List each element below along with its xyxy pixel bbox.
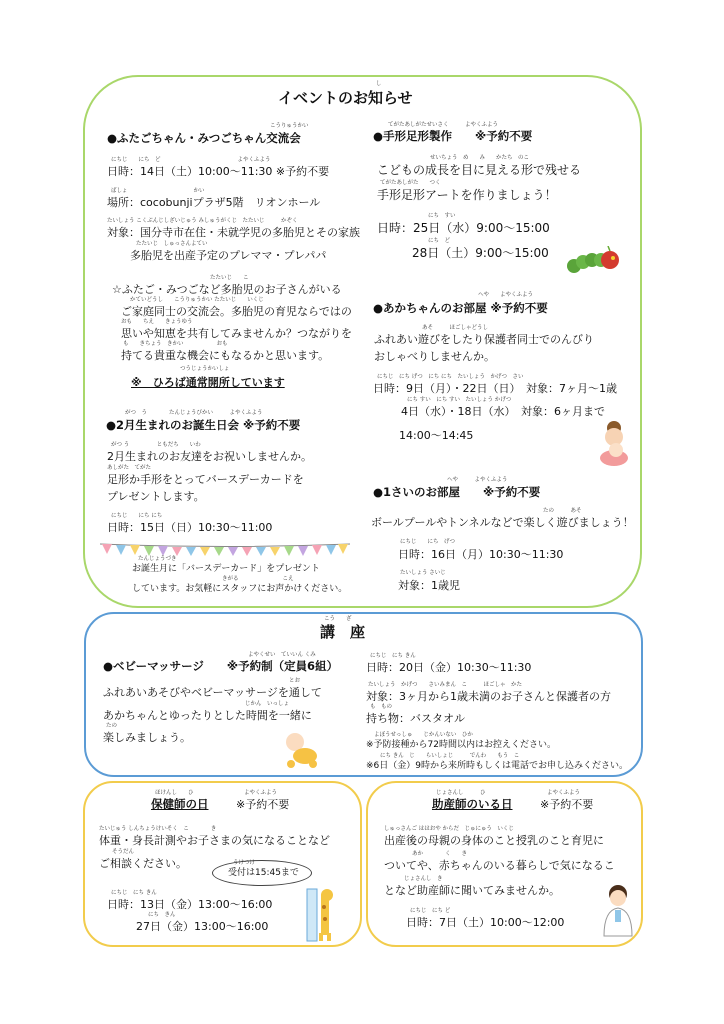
ruby: にちじ にち ど よやくふよう [111,157,271,163]
ruby: てがたあしがたせいさく よやくふよう [388,122,499,128]
ruby: へや よやくふよう [447,477,508,483]
birthday-note-1: お誕生月に「バースデーカード」をプレゼント [132,564,320,574]
ruby: たいしょう こくぶんじしざいじゅう みしゅうがくじ たたいじ かぞく [107,218,298,224]
massage-items: 持ち物：バスタオル [366,712,465,725]
ruby: にちじ にち にち [111,513,163,519]
health-date-2: 27日（金）13:00～16:00 [136,920,269,933]
twins-desc-3: 思いや知恵を共有してみませんか？つながりを [121,327,352,340]
birthday-desc-3: プレゼントします。 [107,490,205,503]
ruby: にちじ にち げつ にち にち たいしょう かげつ さい [377,374,524,380]
ruby: たいしょう かげつ さいみまん こ ほごしゃ かた [368,682,523,688]
ruby: きがる こえ [222,576,294,582]
ruby: ばしょ かい [111,188,205,194]
baby-room-date-1: 日時：9日（月）・22日（日） 対象：7ヶ月～1歳 [373,382,617,395]
ruby: にち きん じ らいしょじ でんわ もう こ [380,753,520,759]
handprint-heading: ●手形足形製作 ※予約不要 [373,129,533,143]
bunting-flags-decoration [100,542,350,556]
ruby: つうじょうかいしょ [180,366,230,372]
ruby: じかん いっしょ [245,701,290,707]
baby-room-desc-2: おしゃべりしませんか。 [374,350,495,363]
handprint-date-1: 日時：25日（水）9:00～15:00 [377,221,550,235]
midwife-illustration [598,884,638,938]
ruby: あしがた てがた [107,465,152,471]
ruby: おも ちえ きょうゆう [121,319,193,325]
birthday-heading: ●2月生まれのお誕生日会 ※予約不要 [106,418,301,432]
giraffe-height-chart-illustration [303,885,343,943]
health-desc-1: 体重・身長計測やお子さまの気になることなど [99,834,330,847]
handprint-desc-1: こどもの成長を目に見える形で残せる [377,163,582,177]
ruby: も もの [370,704,393,710]
midwife-desc-2: ついてや、赤ちゃんのいる暮らしで気になるこ [384,859,615,872]
ruby: たたいじ こ [210,275,249,281]
plaza-open-note: ※ ひろば通常開所しています [131,376,285,389]
ruby: たの [106,723,118,729]
ruby: じょさんし き [404,876,443,882]
massage-desc-1: ふれあいあそびやベビーマッサージを通して [103,686,322,699]
birthday-date: 日時：15日（日）10:30～11:00 [107,521,273,534]
baby-massage-heading: ●ベビーマッサージ ※予約制（定員6組） [103,659,339,673]
midwife-desc-3: となど助産師に聞いてみませんか。 [384,884,560,897]
baby-room-date-2: 4日（水）・18日（水） 対象：6ヶ月まで [401,405,605,418]
midwife-note: ※予約不要 [540,798,594,811]
ruby: かていどうし こうりゅうかい たたいじ いくじ [130,297,264,303]
ruby: にちじ にち ど [410,908,451,914]
twins-target: 対象：国分寺市在住・未就学児の多胎児とその家族 [107,226,360,239]
courses-title: 講 座 [320,623,366,641]
ruby: も きちょう きかい おも [123,341,228,347]
crawling-baby-illustration [281,730,321,770]
events-title: イベントのお知らせ [278,89,413,107]
massage-desc-2: あかちゃんとゆったりとした時間を一緒に [103,709,312,722]
twins-place: 場所：cocobunjiプラザ5階 リオンホール [107,196,321,209]
one-year-room-date: 日時：16日（月）10:30～11:30 [398,548,564,561]
midwife-title: 助産師のいる日 [432,797,513,811]
ruby: ほけんし ひ [155,790,194,796]
ruby: とお [289,678,301,684]
massage-desc-3: 楽しみましょう。 [103,731,191,744]
ruby: たたいじ しゅっさんよてい [136,241,208,247]
twins-desc-1: ☆ふたご・みつごなど多胎児のお子さんがいる [112,283,342,296]
ruby: がつ う たんじょうびかい よやくふよう [125,410,263,416]
ruby: よやくふよう [244,790,278,796]
ruby: こうりゅうかい [270,123,309,129]
ruby: よやくせい ていいん くみ [248,652,316,658]
ruby: せいちょう め み かたち のこ [430,155,530,161]
title-ruby: し [376,81,382,87]
health-desc-2: ご相談ください。 [99,857,187,870]
ruby: にちじ にち げつ [400,539,456,545]
midwife-date: 日時：7日（土）10:00～12:00 [406,916,565,929]
ruby: にち すい [428,213,456,219]
twins-target-2: 多胎児を出産予定のプレママ・プレパパ [130,249,327,262]
one-year-room-target: 対象：1歳児 [398,579,460,592]
ruby: よやくふよう [547,790,581,796]
ruby: あか く き [412,851,468,857]
ruby: がつ う ともだち いわ [111,442,201,448]
birthday-desc-1: 2月生まれのお友達をお祝いしませんか。 [107,450,312,463]
baby-room-heading: ●あかちゃんのお部屋 ※予約不要 [373,301,548,315]
one-year-room-heading: ●1さいのお部屋 ※予約不要 [373,485,541,499]
ruby: にちじ にち きん [111,890,157,896]
ruby: にち すい にち すい たいしょう かげつ [407,397,512,403]
health-date-1: 日時：13日（金）13:00～16:00 [107,898,273,911]
ruby: にち ど [428,238,451,244]
massage-date: 日時：20日（金）10:30～11:30 [366,661,532,674]
health-nurse-note: ※予約不要 [236,798,290,811]
birthday-desc-2: 足形か手形をとってバースデーカードを [107,473,304,486]
ruby: たの あそ [543,508,582,514]
birthday-note-2: しています。お気軽にスタッフにお声かけください。 [132,584,348,594]
ruby: へや よやくふよう [478,292,534,298]
massage-note-1: ※予防接種から72時間以内はお控えください。 [366,740,556,750]
baby-room-time: 14:00～14:45 [399,429,474,442]
handprint-date-2: 28日（土）9:00～15:00 [412,246,549,260]
reception-note: 受付は15:45まで [228,868,299,878]
twins-date: 日時：14日（土）10:00～11:30 ※予約不要 [107,165,330,178]
twins-event-heading: ●ふたごちゃん・みつごちゃん交流会 [107,131,301,145]
ruby: たいじゅう しんちょうけいそく こ き [99,826,217,832]
ruby: たいしょう さいじ [400,570,446,576]
massage-target: 対象：3ヶ月から1歳未満のお子さんと保護者の方 [366,690,611,703]
one-year-room-desc: ボールプールやトンネルなどで楽しく遊びましょう！ [371,516,634,529]
twins-desc-4: 持てる貴重な機会にもなるかと思います。 [121,349,330,362]
handprint-desc-2: 手形足形アートを作りましょう！ [377,188,557,202]
ruby: よぼうせっしゅ じかんいない ひか [374,732,473,738]
health-nurse-title: 保健師の日 [151,797,209,811]
massage-note-2: ※6日（金）9時から来所時もしくは電話でお申し込みください。 [366,761,628,771]
caterpillar-illustration [566,246,622,276]
midwife-desc-1: 出産後の母親の身体のこと授乳のこと育児に [384,834,604,847]
baby-room-desc-1: ふれあい遊びをしたり保護者同士でのんびり [374,333,594,346]
twins-desc-2: ご家庭同士の交流会。多胎児の育児ならではの [121,305,352,318]
mother-and-baby-illustration [594,420,634,466]
ruby: うけつけ [233,860,256,866]
ruby: じょさんし ひ [436,790,486,796]
ruby: たんじょうづき [138,556,177,562]
ruby: にちじ にち きん [370,653,416,659]
ruby: あそ ほごしゃどうし [422,325,489,331]
ruby: てがたあしがた つく [380,180,441,186]
ruby: しゅっさんご ははおや からだ じゅにゅう いくじ [384,826,514,832]
ruby: にち きん [148,912,176,918]
ruby: そうだん [112,849,135,855]
ruby: こう ざ [324,616,352,622]
